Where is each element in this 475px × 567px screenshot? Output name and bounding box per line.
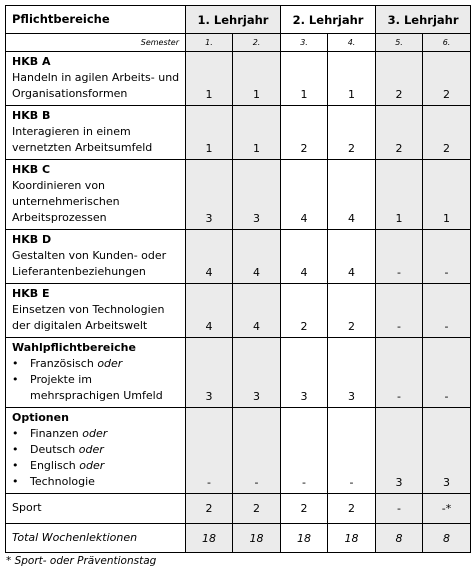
cell: 4 — [328, 230, 376, 284]
cell: - — [423, 284, 471, 338]
cell: - — [423, 230, 471, 284]
cell: 2 — [281, 106, 328, 160]
cell: 8 — [376, 524, 423, 553]
cell: - — [376, 230, 423, 284]
cell: 2 — [376, 52, 423, 106]
row-text-line: Interagieren in einem — [12, 125, 131, 138]
semester-2: 2. — [233, 34, 281, 52]
cell: 1 — [376, 160, 423, 230]
cell: 3 — [281, 338, 328, 408]
row-text-line: Handeln in agilen Arbeits- und — [12, 71, 180, 84]
cell: 4 — [186, 230, 233, 284]
semester-6: 6. — [423, 34, 471, 52]
total-row — [6, 524, 471, 553]
row-label: Sport — [6, 494, 186, 524]
cell: 8 — [423, 524, 471, 553]
table-row — [6, 408, 471, 494]
row-label — [6, 230, 186, 284]
cell: 4 — [281, 160, 328, 230]
row-title: HKB D — [12, 233, 52, 246]
semester-3: 3. — [281, 34, 328, 52]
cell: 2 — [281, 284, 328, 338]
table-row — [6, 106, 471, 160]
cell: - — [233, 408, 281, 494]
cell: 1 — [328, 52, 376, 106]
row-title: Wahlpflichtbereiche — [12, 341, 136, 354]
col-title: Pflichtbereiche — [6, 6, 186, 34]
row-title: Optionen — [12, 411, 69, 424]
cell: 1 — [233, 52, 281, 106]
cell: 18 — [186, 524, 233, 553]
row-text-line: Koordinieren von — [12, 179, 106, 192]
row-text-line: Gestalten von Kunden- oder — [12, 249, 167, 262]
row-label — [6, 284, 186, 338]
list-item: • Deutsch oder — [12, 442, 180, 458]
row-label — [6, 160, 186, 230]
cell: 2 — [186, 494, 233, 524]
table-row — [6, 52, 471, 106]
row-text-line: Organisationsformen — [12, 87, 128, 100]
cell: - — [281, 408, 328, 494]
row-text-line: Einsetzen von Technologien — [12, 303, 165, 316]
cell: 2 — [233, 494, 281, 524]
cell: 1 — [233, 106, 281, 160]
cell: 2 — [328, 106, 376, 160]
cell: - — [376, 338, 423, 408]
cell: 1 — [281, 52, 328, 106]
row-label — [6, 338, 186, 408]
cell: 18 — [233, 524, 281, 553]
cell: 3 — [376, 408, 423, 494]
semester-1: 1. — [186, 34, 233, 52]
list-item: • Technologie — [12, 474, 180, 490]
semester-5: 5. — [376, 34, 423, 52]
year-3-header: 3. Lehrjahr — [376, 6, 471, 34]
cell: 2 — [328, 284, 376, 338]
cell: - — [376, 284, 423, 338]
table-row — [6, 494, 471, 524]
list-item: • Englisch oder — [12, 458, 180, 474]
table-row — [6, 230, 471, 284]
cell: 3 — [423, 408, 471, 494]
row-label — [6, 106, 186, 160]
cell: - — [423, 338, 471, 408]
cell: 3 — [233, 160, 281, 230]
curriculum-table — [5, 5, 471, 553]
semester-label: Semester — [6, 34, 186, 52]
row-title: HKB B — [12, 109, 51, 122]
row-title: HKB C — [12, 163, 51, 176]
semester-row — [6, 34, 471, 52]
row-text-line: Lieferantenbeziehungen — [12, 265, 146, 278]
cell: -* — [423, 494, 471, 524]
cell: 1 — [186, 52, 233, 106]
row-title: HKB A — [12, 55, 51, 68]
cell: 18 — [281, 524, 328, 553]
cell: 4 — [281, 230, 328, 284]
table-row — [6, 160, 471, 230]
cell: 4 — [328, 160, 376, 230]
cell: 2 — [423, 52, 471, 106]
cell: 1 — [423, 160, 471, 230]
row-text-line: Arbeitsprozessen — [12, 211, 107, 224]
cell: 18 — [328, 524, 376, 553]
cell: 2 — [376, 106, 423, 160]
cell: - — [186, 408, 233, 494]
cell: 1 — [186, 106, 233, 160]
cell: 3 — [328, 338, 376, 408]
row-label — [6, 52, 186, 106]
row-text-line: vernetzten Arbeitsumfeld — [12, 141, 153, 154]
cell: 3 — [186, 338, 233, 408]
list-item: • Französisch oder — [12, 356, 180, 372]
cell: 4 — [233, 284, 281, 338]
list-item: • Finanzen oder — [12, 426, 180, 442]
footnote: * Sport- oder Präventionstag — [6, 555, 157, 567]
row-title: HKB E — [12, 287, 50, 300]
total-label: Total Wochenlektionen — [6, 524, 186, 553]
year-2-header: 2. Lehrjahr — [281, 6, 376, 34]
semester-4: 4. — [328, 34, 376, 52]
cell: 3 — [186, 160, 233, 230]
row-label — [6, 408, 186, 494]
cell: - — [376, 494, 423, 524]
cell: 3 — [233, 338, 281, 408]
schedule-container — [5, 5, 471, 567]
cell: 2 — [281, 494, 328, 524]
row-text-line: unternehmerischen — [12, 195, 120, 208]
table-row — [6, 284, 471, 338]
cell: 2 — [328, 494, 376, 524]
year-1-header: 1. Lehrjahr — [186, 6, 281, 34]
year-header-row — [6, 6, 471, 34]
row-text-line: der digitalen Arbeitswelt — [12, 319, 148, 332]
cell: 2 — [423, 106, 471, 160]
list-item: • Projekte im mehrsprachigen Umfeld — [12, 372, 180, 404]
cell: - — [328, 408, 376, 494]
cell: 4 — [233, 230, 281, 284]
cell: 4 — [186, 284, 233, 338]
table-row — [6, 338, 471, 408]
